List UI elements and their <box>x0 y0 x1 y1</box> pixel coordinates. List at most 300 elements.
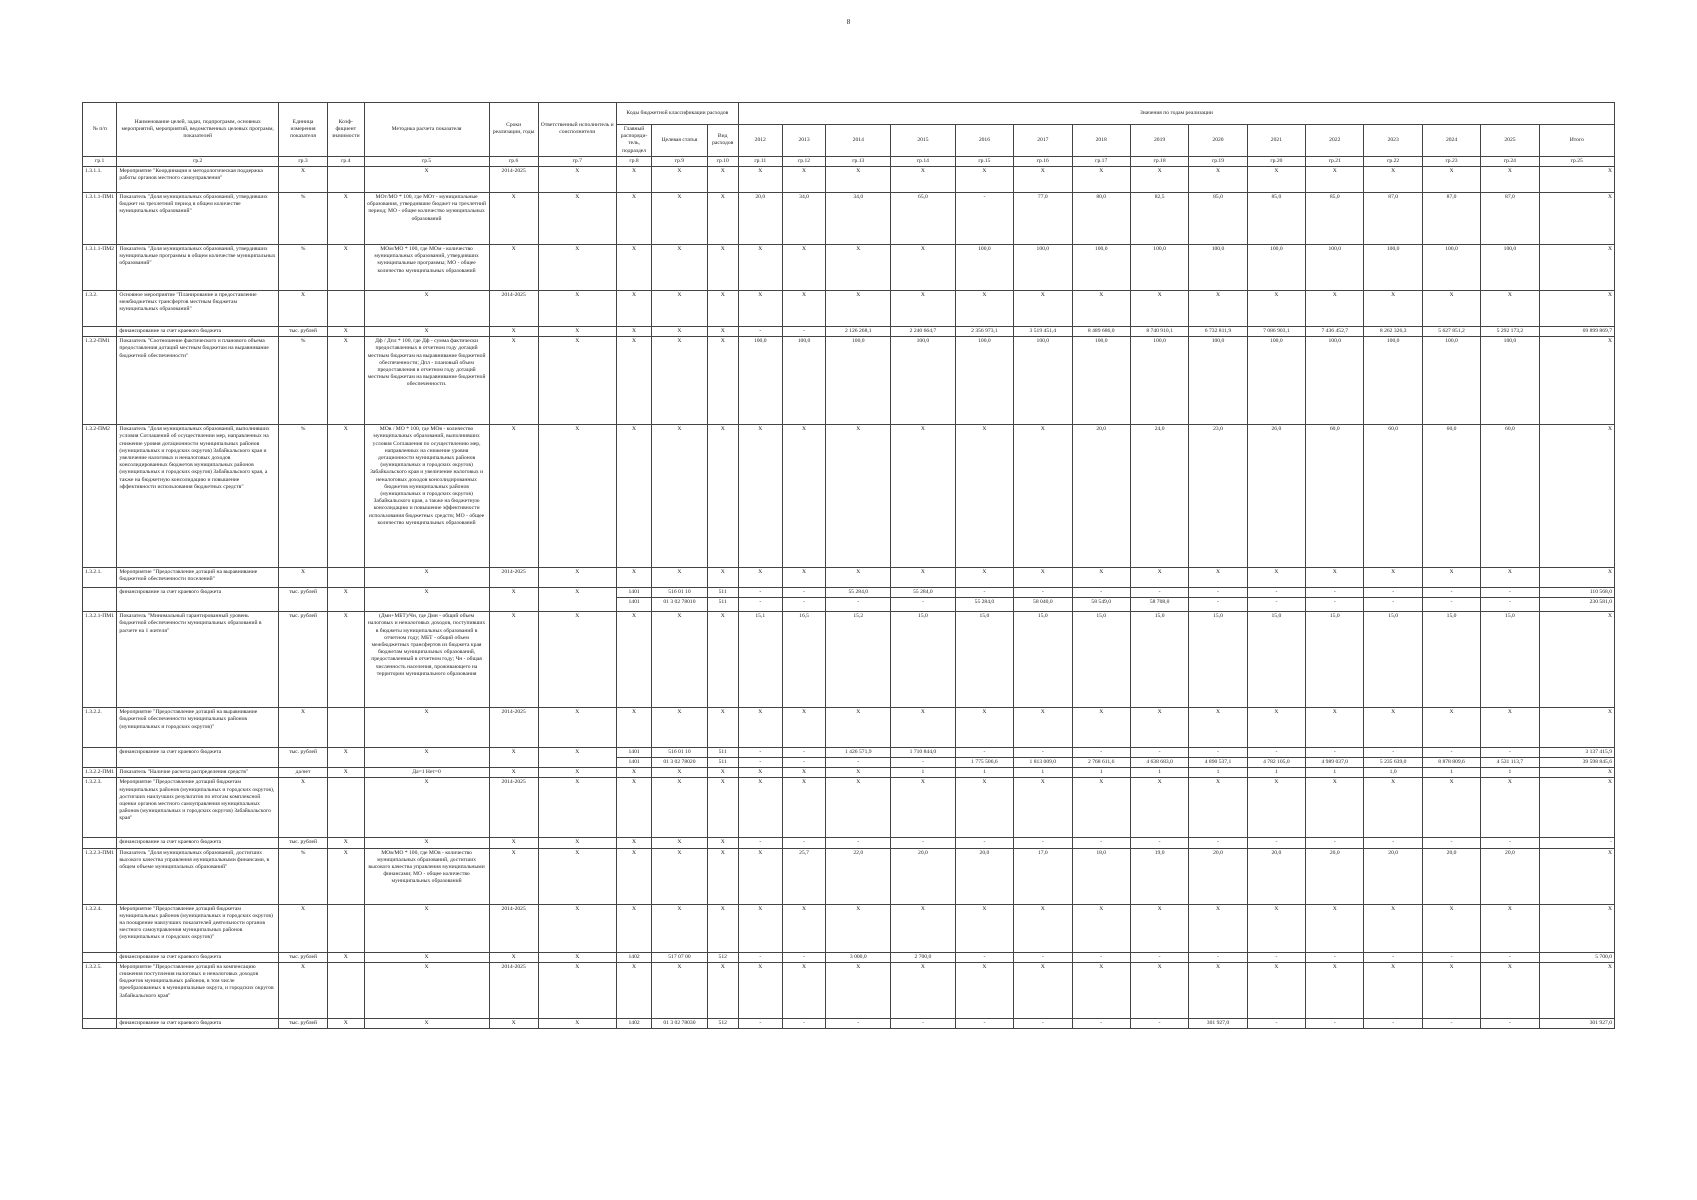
cell-value: X <box>1422 904 1480 952</box>
cell-value: 15,0 <box>891 612 956 708</box>
cell-value: 100,0 <box>891 337 956 425</box>
cell-term: 2014-2025 <box>489 291 538 327</box>
cell-kbk-article: X <box>652 327 707 337</box>
cell-value: X <box>1539 904 1614 952</box>
cell-value: X <box>1130 904 1188 952</box>
column-number: гр.14 <box>891 156 956 166</box>
cell-kbk-article-line: 01 3 02 78020 <box>652 757 706 767</box>
cell-value: X <box>1364 167 1422 193</box>
cell-value: 15,0 <box>1189 612 1247 708</box>
column-number: гр.1 <box>83 156 117 166</box>
page-number: 8 <box>846 18 851 26</box>
cell-unit: тыс. рублей <box>279 588 328 612</box>
cell-value: X <box>955 962 1013 1018</box>
col-header-kbk: Коды бюджетной классификации расходов <box>616 103 738 125</box>
cell-kbk-article: X <box>652 904 707 952</box>
cell-value: 1 <box>1247 768 1305 778</box>
cell-value: X <box>1014 291 1072 327</box>
cell-resp: X <box>538 612 616 708</box>
cell-value: 15,0 <box>955 612 1013 708</box>
cell-value: X <box>1306 962 1364 1018</box>
cell-value: 3 000,0 <box>826 952 891 962</box>
cell-kbk-article-line: 01 3 02 78010 <box>652 597 706 607</box>
cell-value: 100,0 <box>1364 337 1422 425</box>
cell-value <box>1189 588 1247 612</box>
cell-kbk-main: X <box>616 245 651 291</box>
cell-unit: да/нет <box>279 768 328 778</box>
cell-value: X <box>1481 167 1539 193</box>
cell-value-line: - <box>1423 597 1480 607</box>
cell-resp: X <box>538 327 616 337</box>
cell-value: X <box>1422 708 1480 748</box>
cell-unit: % <box>279 425 328 568</box>
cell-value: 20,0 <box>1481 848 1539 904</box>
col-header-values: Значения по годам реализации <box>738 103 1614 125</box>
cell-method: МОв / МО * 100, где МОв - количество муниципальных образований, выполнивших условия Соглашения по осуществлению мер, направленных на снижение уровня дотационности муниципальных районов (муниципальных и городских округов) Забайкальского края и увеличение налоговых и неналоговых доходов консолидированных бюджетов муниципальных районов (муниципальных и городских округов) Забайкальского края, а также на бюджетную консолидацию и повышение эффективности использования бюджетных средств; МО - общее количество муниципальных образований <box>364 425 489 568</box>
cell-resp: X <box>538 848 616 904</box>
cell-value: X <box>1130 291 1188 327</box>
cell-num: 1.3.1.1-ПМ2 <box>83 245 117 291</box>
cell-value: - <box>738 327 782 337</box>
cell-value: - <box>891 1018 956 1028</box>
cell-coef: X <box>328 1018 364 1028</box>
cell-value-line: - <box>1041 749 1044 756</box>
cell-value: 60,0 <box>1364 425 1422 568</box>
cell-unit: тыс. рублей <box>279 1018 328 1028</box>
cell-kbk-article: 01 3 02 78030 <box>652 1018 707 1028</box>
cell-value: 85,0 <box>1247 193 1305 245</box>
cell-value <box>1306 588 1364 612</box>
cell-value: 16,5 <box>782 612 826 708</box>
cell-value: - <box>1481 1018 1539 1028</box>
cell-method: X <box>364 327 489 337</box>
cell-value: 60,0 <box>1481 425 1539 568</box>
cell-value: X <box>826 568 891 588</box>
cell-value: 87,0 <box>1481 193 1539 245</box>
cell-value: X <box>955 708 1013 748</box>
cell-kbk-article: X <box>652 962 707 1018</box>
cell-kbk-main: X <box>616 568 651 588</box>
cell-value: X <box>1539 291 1614 327</box>
col-header-year: 2023 <box>1364 125 1422 157</box>
cell-num: 1.3.2. <box>83 291 117 327</box>
cell-value: X <box>1130 568 1188 588</box>
cell-value: X <box>1539 848 1614 904</box>
cell-value: - <box>1306 838 1364 848</box>
cell-name: Мероприятие "Предоставление дотаций на выравнивание бюджетной обеспеченности поселений" <box>117 568 279 588</box>
cell-value: 24,0 <box>1130 425 1188 568</box>
cell-value: X <box>1422 167 1480 193</box>
cell-value: X <box>1481 962 1539 1018</box>
column-number: гр.20 <box>1247 156 1305 166</box>
cell-value: X <box>891 425 956 568</box>
cell-kbk-main: X <box>616 848 651 904</box>
cell-value: X <box>891 778 956 838</box>
column-number: гр.12 <box>782 156 826 166</box>
col-header-method: Методика расчета показателя <box>364 103 489 157</box>
cell-value: X <box>1189 708 1247 748</box>
cell-value: 20,0 <box>1422 848 1480 904</box>
cell-value: X <box>1539 167 1614 193</box>
cell-value-line: - <box>1333 589 1336 596</box>
cell-name: Показатель "Наличие расчета распределения средств" <box>117 768 279 778</box>
cell-value: 15,1 <box>738 612 782 708</box>
column-number: гр.23 <box>1422 156 1480 166</box>
cell-value: X <box>1189 291 1247 327</box>
cell-value: X <box>782 962 826 1018</box>
cell-num: 1.3.2.2. <box>83 708 117 748</box>
cell-num <box>83 952 117 962</box>
cell-value: X <box>1306 167 1364 193</box>
cell-kbk-article: X <box>652 848 707 904</box>
cell-value: 100,0 <box>1072 245 1130 291</box>
cell-value: 15,0 <box>1306 612 1364 708</box>
cell-name: финансирование за счет краевого бюджета <box>117 748 279 768</box>
table-row <box>83 962 1615 1018</box>
cell-value: 85,0 <box>1306 193 1364 245</box>
cell-num: 1.3.2-ПМ2 <box>83 425 117 568</box>
cell-value: X <box>738 167 782 193</box>
cell-value: X <box>738 962 782 1018</box>
cell-value: X <box>1014 904 1072 952</box>
cell-value <box>1481 588 1539 612</box>
cell-name: финансирование за счет краевого бюджета <box>117 1018 279 1028</box>
cell-resp: X <box>538 1018 616 1028</box>
cell-value <box>1422 748 1480 768</box>
column-number: гр.25 <box>1539 156 1614 166</box>
col-header-kbk-article: Целевая статья <box>652 125 707 157</box>
table-row <box>83 768 1615 778</box>
cell-coef: X <box>328 425 364 568</box>
cell-resp: X <box>538 962 616 1018</box>
cell-resp: X <box>538 778 616 838</box>
cell-coef: X <box>328 588 364 612</box>
cell-value: X <box>1364 778 1422 838</box>
cell-value: X <box>1247 778 1305 838</box>
cell-unit: X <box>279 291 328 327</box>
column-number-row <box>83 156 1615 166</box>
cell-value: X <box>1130 962 1188 1018</box>
cell-value <box>1306 748 1364 768</box>
column-number: гр.17 <box>1072 156 1130 166</box>
col-header-year: 2017 <box>1014 125 1072 157</box>
cell-value <box>826 748 891 768</box>
cell-value-line: 39 598 845,6 <box>1540 757 1614 767</box>
cell-value: 100,0 <box>826 337 891 425</box>
cell-value: - <box>1014 838 1072 848</box>
cell-method: Да=1 Нет=0 <box>364 768 489 778</box>
cell-value: X <box>891 904 956 952</box>
cell-value-line: - <box>1041 589 1044 596</box>
cell-unit: % <box>279 337 328 425</box>
cell-value: 22,0 <box>826 848 891 904</box>
cell-value <box>1014 748 1072 768</box>
cell-value-line: 230 581,0 <box>1540 597 1614 607</box>
cell-value: X <box>1364 904 1422 952</box>
cell-value-line: - <box>1450 589 1453 596</box>
cell-value-line: - <box>1248 597 1305 607</box>
cell-value: 100,0 <box>1481 337 1539 425</box>
cell-value: X <box>1072 291 1130 327</box>
cell-value-line: 55 284,0 <box>848 589 869 596</box>
cell-resp: X <box>538 568 616 588</box>
table-row <box>83 193 1615 245</box>
col-header-year: Итого <box>1539 125 1614 157</box>
cell-value: - <box>1422 952 1480 962</box>
cell-value <box>1130 588 1188 612</box>
cell-value: 301 927,0 <box>1539 1018 1614 1028</box>
cell-kbk-main <box>616 588 651 612</box>
cell-value: X <box>826 425 891 568</box>
cell-kbk-article: X <box>652 708 707 748</box>
cell-kbk-type-line: 511 <box>708 597 738 607</box>
cell-term: X <box>489 838 538 848</box>
col-header-year: 2019 <box>1130 125 1188 157</box>
cell-resp: X <box>538 952 616 962</box>
cell-unit: % <box>279 245 328 291</box>
cell-value-line: - <box>783 597 826 607</box>
table-row <box>83 425 1615 568</box>
cell-value: 20,0 <box>1189 848 1247 904</box>
column-number: гр.6 <box>489 156 538 166</box>
cell-value-line: 110 568,0 <box>1589 589 1612 596</box>
cell-value: 100,0 <box>782 337 826 425</box>
cell-value: - <box>1072 838 1130 848</box>
cell-value: X <box>891 245 956 291</box>
cell-num: 1.3.2-ПМ1 <box>83 337 117 425</box>
cell-value: - <box>1130 1018 1188 1028</box>
cell-value-line: - <box>1392 749 1395 756</box>
cell-kbk-article: X <box>652 568 707 588</box>
cell-value-line: 4 782 105,0 <box>1248 757 1305 767</box>
column-number: гр.13 <box>826 156 891 166</box>
cell-value: 15,0 <box>1130 612 1188 708</box>
cell-name: Мероприятие "Предоставление дотаций бюджетам муниципальных районов (муниципальных и городских округов) на поощрение наилучших показателей деятельности органов местного самоуправления муниципальных районов (муниципальных и городских округов)" <box>117 904 279 952</box>
cell-resp: X <box>538 768 616 778</box>
cell-value: - <box>1539 838 1614 848</box>
table-row <box>83 291 1615 327</box>
cell-value: 100,0 <box>1072 337 1130 425</box>
cell-value: X <box>1189 568 1247 588</box>
cell-kbk-type: 512 <box>707 1018 738 1028</box>
cell-value: X <box>782 167 826 193</box>
cell-value: - <box>1364 952 1422 962</box>
cell-value-line: 4 531 113,7 <box>1481 757 1538 767</box>
cell-value: X <box>738 425 782 568</box>
cell-value: - <box>891 838 956 848</box>
cell-value <box>1072 748 1130 768</box>
cell-value: X <box>826 708 891 748</box>
cell-value: X <box>1247 167 1305 193</box>
cell-coef <box>328 568 364 588</box>
cell-coef: X <box>328 768 364 778</box>
cell-kbk-main: X <box>616 904 651 952</box>
column-number: гр.3 <box>279 156 328 166</box>
cell-value: X <box>826 245 891 291</box>
cell-value: X <box>1481 708 1539 748</box>
cell-value: 100,0 <box>955 245 1013 291</box>
cell-method: X <box>364 1018 489 1028</box>
cell-value: X <box>1481 778 1539 838</box>
col-header-year: 2021 <box>1247 125 1305 157</box>
cell-value <box>1539 588 1614 612</box>
cell-kbk-main-line: 1401 <box>617 757 651 767</box>
cell-method: (Дмн+МБТ)/Чн, где Дмн - общий объем налоговых и неналоговых доходов, поступивших в бюджеты муниципальных образований в отчетном году; МБТ - общий объем межбюджетных трансфертов из бюджета края бюджетам муниципальных образований, предоставленный в отчетном году; Чн - общая численность населения, проживающего на территории муниципального образования <box>364 612 489 708</box>
cell-value <box>738 588 782 612</box>
cell-value-line: - <box>983 749 986 756</box>
cell-name: Показатель "Доля муниципальных образований, достигших высокого качества управления муниципальными финансами, в общем объеме муниципальных образований" <box>117 848 279 904</box>
cell-value: 1 <box>1189 768 1247 778</box>
cell-value: X <box>1539 962 1614 1018</box>
cell-value: 100,0 <box>1247 337 1305 425</box>
cell-value: 1 <box>891 768 956 778</box>
cell-value: X <box>1130 167 1188 193</box>
cell-kbk-main: 1402 <box>616 1018 651 1028</box>
cell-term: 2014-2025 <box>489 568 538 588</box>
cell-value: X <box>1422 962 1480 1018</box>
cell-value: X <box>782 425 826 568</box>
cell-kbk-article: X <box>652 425 707 568</box>
cell-value: 100,0 <box>1130 337 1188 425</box>
cell-term: X <box>489 425 538 568</box>
cell-value-line: 3 137 415,9 <box>1585 749 1612 756</box>
cell-kbk-type-line: 511 <box>708 757 738 767</box>
column-number: гр.2 <box>117 156 279 166</box>
cell-value: - <box>782 952 826 962</box>
cell-num: 1.3.2.3-ПМ1 <box>83 848 117 904</box>
cell-value: - <box>1014 1018 1072 1028</box>
cell-term: 2014-2025 <box>489 904 538 952</box>
cell-resp: X <box>538 588 616 612</box>
cell-value: - <box>1306 1018 1364 1028</box>
cell-value-line: - <box>759 589 762 596</box>
cell-value: X <box>1481 291 1539 327</box>
col-header-term: Сроки реализации, годы <box>489 103 538 157</box>
cell-value: 100,0 <box>1306 245 1364 291</box>
cell-value: 34,0 <box>826 193 891 245</box>
cell-term: X <box>489 848 538 904</box>
col-header-year: 2013 <box>782 125 826 157</box>
cell-method: X <box>364 904 489 952</box>
cell-value: X <box>738 778 782 838</box>
table-row <box>83 612 1615 708</box>
cell-value: X <box>1130 778 1188 838</box>
cell-kbk-article: X <box>652 838 707 848</box>
cell-value-line: - <box>1275 589 1278 596</box>
cell-value: - <box>955 193 1013 245</box>
cell-value-line: - <box>759 749 762 756</box>
cell-term: X <box>489 612 538 708</box>
cell-unit: тыс. рублей <box>279 838 328 848</box>
cell-term: X <box>489 768 538 778</box>
cell-value: X <box>1014 568 1072 588</box>
cell-value-line: - <box>891 757 955 767</box>
cell-coef <box>328 962 364 1018</box>
cell-value: 3 519 451,4 <box>1014 327 1072 337</box>
cell-value-line: - <box>1158 749 1161 756</box>
cell-value: X <box>782 568 826 588</box>
cell-value: 6 732 811,9 <box>1189 327 1247 337</box>
cell-value: 2 240 664,7 <box>891 327 956 337</box>
cell-value-line: - <box>739 597 782 607</box>
cell-resp: X <box>538 245 616 291</box>
cell-kbk-main: 1402 <box>616 952 651 962</box>
cell-value <box>826 588 891 612</box>
cell-value: X <box>1247 291 1305 327</box>
cell-value: 69 899 869,7 <box>1539 327 1614 337</box>
cell-value: X <box>1422 778 1480 838</box>
cell-value <box>1130 748 1188 768</box>
cell-kbk-type <box>707 748 738 768</box>
cell-value-line: - <box>1392 589 1395 596</box>
cell-value <box>1014 588 1072 612</box>
cell-kbk-type: X <box>707 425 738 568</box>
cell-value: X <box>826 768 891 778</box>
cell-value: 18,0 <box>1072 848 1130 904</box>
cell-value: - <box>1481 952 1539 962</box>
cell-value: 77,0 <box>1014 193 1072 245</box>
cell-kbk-main: X <box>616 337 651 425</box>
cell-name: Мероприятие "Предоставление дотаций бюджетам муниципальных районов (муниципальных и городских округов), достигших наилучших результатов по итогам комплексной оценки органов местного самоуправления муниципальных районов (муниципальных и городских округов) Забайкальского края" <box>117 778 279 838</box>
financing-row <box>83 748 1615 768</box>
cell-value: X <box>1189 167 1247 193</box>
cell-value: X <box>1539 193 1614 245</box>
cell-value <box>891 588 956 612</box>
cell-value: - <box>1130 952 1188 962</box>
cell-value: - <box>1481 838 1539 848</box>
cell-term: 2014-2025 <box>489 962 538 1018</box>
cell-value-line: 4 638 683,0 <box>1131 757 1188 767</box>
cell-kbk-type: X <box>707 245 738 291</box>
cell-value: - <box>1014 952 1072 962</box>
cell-value: 20,0 <box>1364 848 1422 904</box>
cell-method: X <box>364 962 489 1018</box>
cell-value: X <box>1189 962 1247 1018</box>
cell-kbk-type: X <box>707 568 738 588</box>
cell-kbk-type: X <box>707 167 738 193</box>
cell-kbk-type-line: 511 <box>718 589 727 596</box>
cell-value: - <box>782 327 826 337</box>
cell-value: X <box>891 167 956 193</box>
cell-value: X <box>738 291 782 327</box>
col-header-kbk-main: Главный распоряди-тель, подраздел <box>616 125 651 157</box>
cell-kbk-article: X <box>652 245 707 291</box>
cell-value-line: - <box>1509 589 1511 596</box>
cell-term: X <box>489 193 538 245</box>
cell-value-line: - <box>1217 589 1219 596</box>
cell-unit: % <box>279 193 328 245</box>
cell-kbk-type: X <box>707 768 738 778</box>
cell-value: - <box>1247 838 1305 848</box>
cell-name: Мероприятие "Координация и методологическая поддержка работы органов местного самоуправления" <box>117 167 279 193</box>
cell-value: X <box>1130 708 1188 748</box>
column-number: гр.15 <box>955 156 1013 166</box>
cell-term: X <box>489 952 538 962</box>
cell-value: 8 489 686,0 <box>1072 327 1130 337</box>
cell-kbk-main: X <box>616 838 651 848</box>
cell-num <box>83 1018 117 1028</box>
cell-value: X <box>1247 568 1305 588</box>
cell-value: - <box>1072 1018 1130 1028</box>
cell-resp: X <box>538 748 616 768</box>
cell-value: X <box>891 708 956 748</box>
cell-method: Дф / Дпл * 100, где Дф - сумма фактически предоставленных в отчетном году дотаций местным бюджетам на выравнивание бюджетной обеспеченности; Дпл - плановый объем предоставления в отчетном году дотаций местным бюджетам на выравнивание бюджетной обеспеченности. <box>364 337 489 425</box>
cell-value <box>782 748 826 768</box>
cell-num: 1.3.2.2-ПМ1 <box>83 768 117 778</box>
column-number: гр.8 <box>616 156 651 166</box>
cell-value: - <box>1189 838 1247 848</box>
cell-value: X <box>1247 904 1305 952</box>
